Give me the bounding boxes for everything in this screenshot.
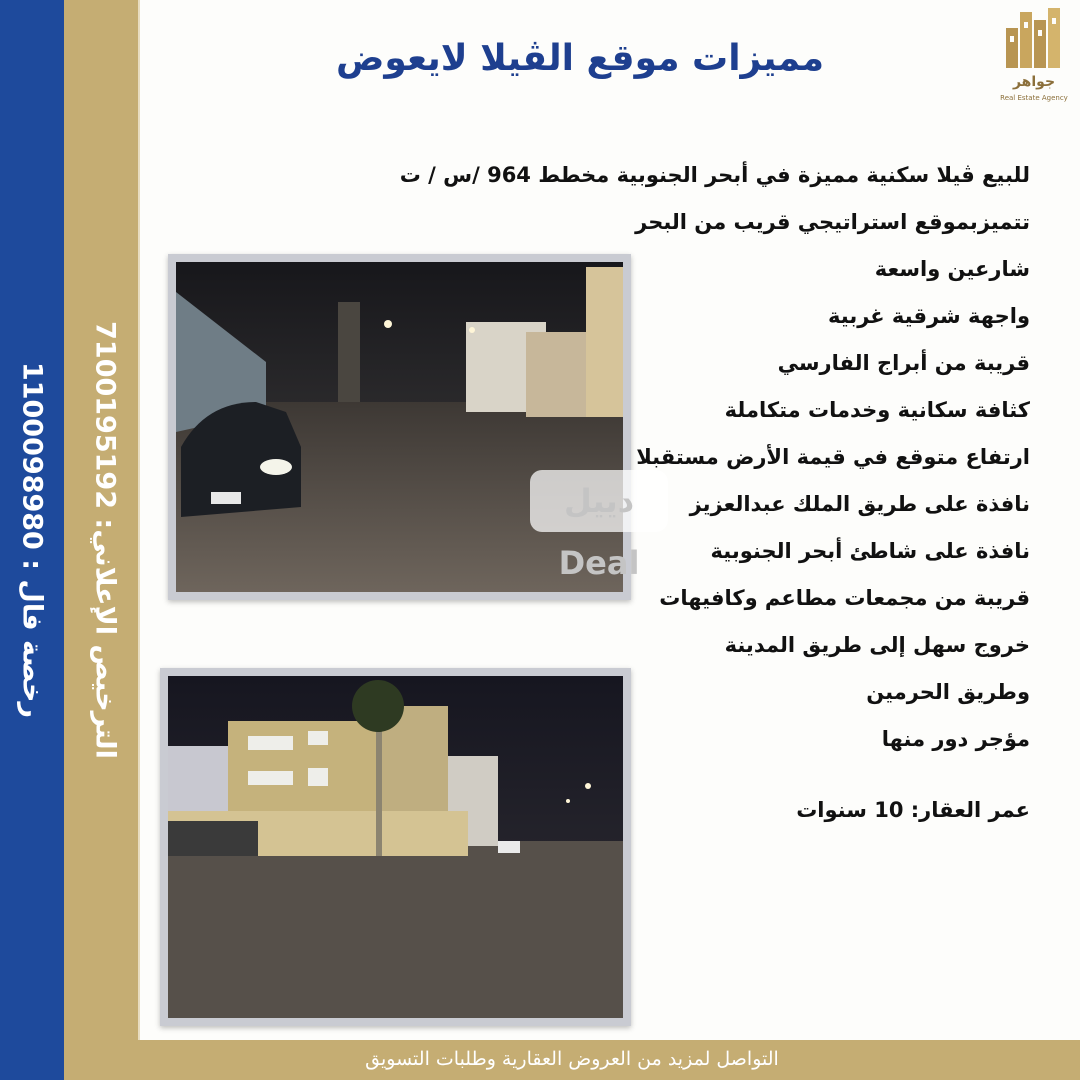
feature-item: خروج سهل إلى طريق المدينة bbox=[724, 633, 1030, 657]
logo-name: جواهر bbox=[1012, 74, 1056, 90]
feature-item: قريبة من مجمعات مطاعم وكافيهات bbox=[659, 586, 1030, 610]
footer-contact-text: التواصل لمزيد من العروض العقارية وطلبات التسويق bbox=[365, 1048, 779, 1070]
deal-watermark: دييل Deal bbox=[530, 470, 668, 532]
feature-item: مؤجر دور منها bbox=[881, 727, 1030, 751]
property-age: عمر العقار: 10 سنوات bbox=[796, 798, 1030, 822]
logo-subtitle: Real Estate Agency bbox=[1000, 94, 1068, 102]
building-logo-icon bbox=[998, 6, 1070, 72]
page-title: مميزات موقع الڤيلا لايعوض bbox=[335, 38, 825, 79]
ad-license-number: الترخيص الإعلاني: 7100195192 bbox=[89, 321, 121, 759]
license-number: رخصة فال : 1100098980 bbox=[16, 361, 48, 719]
feature-item: للبيع ڤيلا سكنية مميزة في أبحر الجنوبية مخطط 964 /س / ت bbox=[399, 163, 1030, 187]
feature-item: نافذة على طريق الملك عبدالعزيز bbox=[689, 492, 1030, 516]
feature-item: تتميزبموقع استراتيجي قريب من البحر bbox=[635, 210, 1030, 234]
feature-item: كثافة سكانية وخدمات متكاملة bbox=[724, 398, 1030, 422]
feature-item: ارتفاع متوقع في قيمة الأرض مستقبلا bbox=[636, 445, 1030, 469]
feature-item: قريبة من أبراج الفارسي bbox=[777, 351, 1030, 375]
feature-item: نافذة على شاطئ أبحر الجنوبية bbox=[710, 539, 1030, 563]
villa-photo bbox=[160, 668, 631, 1026]
feature-item: واجهة شرقية غربية bbox=[828, 304, 1030, 328]
feature-item: وطريق الحرمين bbox=[866, 680, 1030, 704]
frame-divider bbox=[138, 0, 140, 1040]
feature-item: شارعين واسعة bbox=[874, 257, 1030, 281]
agency-logo bbox=[998, 6, 1070, 108]
